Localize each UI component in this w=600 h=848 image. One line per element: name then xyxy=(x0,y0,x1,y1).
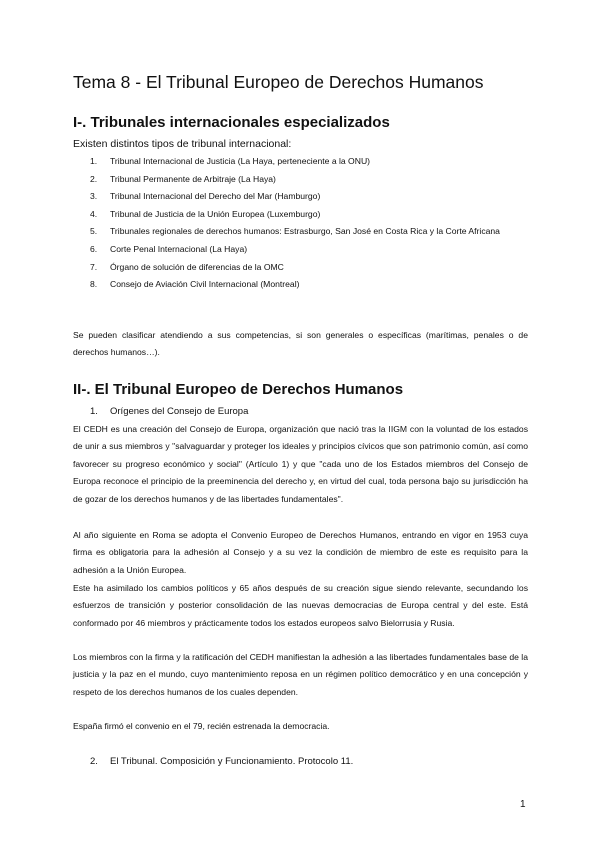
list-item: 3. Tribunal Internacional del Derecho del Mar (Hamburgo) xyxy=(90,191,321,202)
paragraph: Este ha asimilado los cambios políticos y 65 años después de su creación sigue siendo relevante, secundando los esfuerzos de transición y posterior consolidación de las nuevas democracias de Europa central y del este. Está conformado por 46 miembros y prácticamente todos los estados europeos salvo Bielorrusia y Rusia. xyxy=(73,583,528,628)
document-title: Tema 8 - El Tribunal Europeo de Derechos Humanos xyxy=(73,72,484,92)
section2-heading: II-. El Tribunal Europeo de Derechos Humanos xyxy=(73,381,404,398)
section1-heading: I-. Tribunales internacionales especializados xyxy=(73,114,390,131)
section1-closing: Se pueden clasificar atendiendo a sus competencias, si son generales o específicas (marítimas, penales o de derechos humanos…). xyxy=(73,330,528,358)
paragraph: Al año siguiente en Roma se adopta el Convenio Europeo de Derechos Humanos, entrando en vigor en 1953 cuya firma es obligatoria para la adhesión al Consejo y a su vez la condición de miembro de este es requisito para la adhesión a la Unión Europea. xyxy=(73,530,528,575)
list-item: 1. Tribunal Internacional de Justicia (La Haya, perteneciente a la ONU) xyxy=(90,156,371,166)
list-item: 6. Corte Penal Internacional (La Haya) xyxy=(90,243,248,254)
paragraph: El CEDH es una creación del Consejo de Europa, organización que nació tras la IIGM con la voluntad de los estados de unir a sus miembros y "salvaguardar y proteger los ideales y principios cívicos que son patrimonio común, así como favorecer su progreso económico y social" (Artículo 1) y que "cada uno de los Estados miembros del Consejo de Europa reconoce el principio de la preeminencia del derecho y, en virtud del cual, toda persona bajo su jurisdicción ha de gozar de los derechos humanos y de las libertades fundamentales". xyxy=(73,424,528,504)
paragraph: Los miembros con la firma y la ratificación del CEDH manifiestan la adhesión a las libertades fundamentales base de la justicia y la paz en el mundo, cuyo mantenimiento reposa en un régimen político democrático y en una concepción y respeto de los derechos humanos de los cuales dependen. xyxy=(73,652,528,697)
section1-intro: Existen distintos tipos de tribunal internacional: xyxy=(73,138,292,150)
list-item: 2. Tribunal Permanente de Arbitraje (La Haya) xyxy=(90,173,276,184)
list-item: 5. Tribunales regionales de derechos humanos: Estrasburgo, San José en Costa Rica y la Corte Africana xyxy=(90,226,500,237)
subsection-tribunal: 2. El Tribunal. Composición y Funcionamiento. Protocolo 11. xyxy=(90,756,354,767)
tribunal-list xyxy=(90,153,530,294)
list-item: 4. Tribunal de Justicia de la Unión Europea (Luxemburgo) xyxy=(90,208,321,219)
list-item: 8. Consejo de Aviación Civil Internacional (Montreal) xyxy=(90,279,300,290)
paragraph: España firmó el convenio en el 79, recién estrenada la democracia. xyxy=(73,721,330,731)
list-item: 7. Órgano de solución de diferencias de la OMC xyxy=(90,261,284,272)
subsection-origins: 1. Orígenes del Consejo de Europa xyxy=(90,406,249,417)
page-number: 1 xyxy=(520,799,526,810)
